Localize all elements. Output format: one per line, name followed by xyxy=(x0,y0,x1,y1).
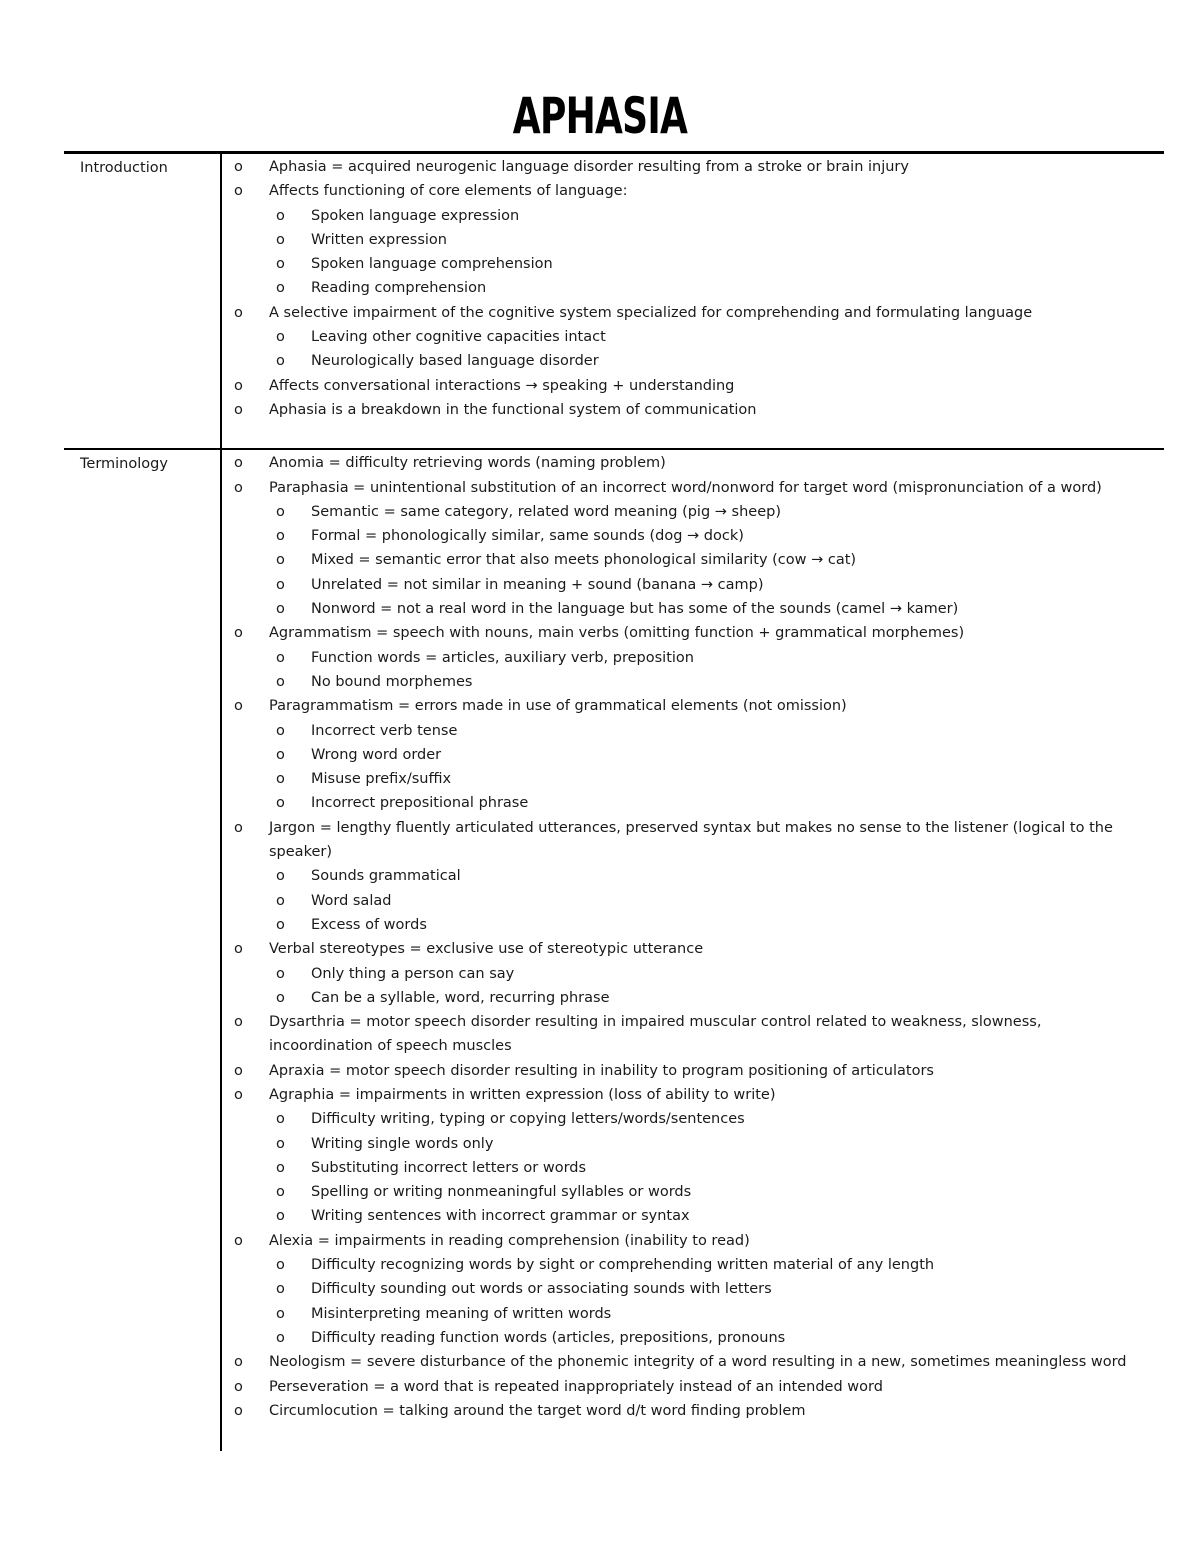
bullet-item xyxy=(222,1229,1164,1253)
bullet-marker-icon: o xyxy=(276,1159,285,1176)
bullet-text: Sounds grammatical xyxy=(311,868,461,885)
bullet-text: Jargon = lengthy fluently articulated utterances, preserved syntax but makes no sense to the listener (logical to the speaker) xyxy=(269,819,1113,861)
bullet-marker-icon: o xyxy=(276,1281,285,1298)
sub-bullet-item xyxy=(222,1132,1164,1156)
bullet-text: Difficulty reading function words (articles, prepositions, pronouns xyxy=(311,1329,786,1346)
section-introduction xyxy=(64,151,1164,448)
sub-bullet-item xyxy=(222,889,1164,913)
notes-table xyxy=(64,151,1164,1451)
sub-bullet-item xyxy=(222,228,1164,252)
bullet-text: Difficulty writing, typing or copying letters/words/sentences xyxy=(311,1111,745,1128)
bullet-marker-icon: o xyxy=(234,479,243,496)
bullet-item xyxy=(222,694,1164,718)
bullet-item xyxy=(222,179,1164,203)
bullet-marker-icon: o xyxy=(276,576,285,593)
sub-bullet-item xyxy=(222,1156,1164,1180)
bullet-marker-icon: o xyxy=(234,183,243,200)
bullet-text: Can be a syllable, word, recurring phrase xyxy=(311,989,610,1006)
bullet-text: Reading comprehension xyxy=(311,280,487,297)
bullet-item xyxy=(222,1375,1164,1399)
sub-bullet-item xyxy=(222,204,1164,228)
bullet-text: Writing sentences with incorrect grammar or syntax xyxy=(311,1208,690,1225)
bullet-text: Neurologically based language disorder xyxy=(311,353,599,370)
bullet-marker-icon: o xyxy=(276,916,285,933)
section-body xyxy=(222,450,1164,1451)
bullet-text: Wrong word order xyxy=(311,746,442,763)
sub-bullet-item xyxy=(222,500,1164,524)
bullet-item xyxy=(222,374,1164,398)
bullet-item xyxy=(222,937,1164,961)
bullet-text: Aphasia = acquired neurogenic language disorder resulting from a stroke or brain injury xyxy=(269,159,909,175)
bullet-text: Incorrect verb tense xyxy=(311,722,458,739)
bullet-marker-icon: o xyxy=(276,231,285,248)
bullet-text: Nonword = not a real word in the language but has some of the sounds (camel → kamer) xyxy=(311,601,959,618)
bullet-marker-icon: o xyxy=(276,1208,285,1225)
bullet-marker-icon: o xyxy=(234,1232,243,1249)
bullet-text: Written expression xyxy=(311,231,447,248)
bullet-item xyxy=(222,301,1164,325)
bullet-item xyxy=(222,621,1164,645)
bullet-text: Paraphasia = unintentional substitution of an incorrect word/nonword for target word (mispronunciation of a word) xyxy=(269,479,1102,496)
bullet-text: Difficulty recognizing words by sight or comprehending written material of any length xyxy=(311,1257,935,1274)
bullet-text: Spoken language comprehension xyxy=(311,256,553,273)
sub-bullet-item xyxy=(222,913,1164,937)
bullet-text: Agraphia = impairments in written expression (loss of ability to write) xyxy=(269,1086,776,1103)
sub-bullet-item xyxy=(222,276,1164,300)
bullet-text: Circumlocution = talking around the target word d/t word finding problem xyxy=(269,1402,806,1419)
bullet-marker-icon: o xyxy=(276,1257,285,1274)
bullet-marker-icon: o xyxy=(276,207,285,224)
bullet-item xyxy=(222,816,1164,865)
sub-bullet-item xyxy=(222,646,1164,670)
sub-bullet-item xyxy=(222,986,1164,1010)
sub-bullet-item xyxy=(222,743,1164,767)
sub-bullet-item xyxy=(222,548,1164,572)
bullet-item xyxy=(222,1399,1164,1423)
bullet-marker-icon: o xyxy=(276,771,285,788)
bullet-marker-icon: o xyxy=(234,1378,243,1395)
bullet-text: Function words = articles, auxiliary verb, preposition xyxy=(311,649,694,666)
bullet-marker-icon: o xyxy=(234,401,243,418)
section-label: Terminology xyxy=(64,450,222,1451)
sub-bullet-item xyxy=(222,349,1164,373)
bullet-text: Writing single words only xyxy=(311,1135,494,1152)
bullet-text: A selective impairment of the cognitive system specialized for comprehending and formulating language xyxy=(269,304,1033,321)
bullet-marker-icon: o xyxy=(276,280,285,297)
bullet-marker-icon: o xyxy=(276,256,285,273)
sub-bullet-item xyxy=(222,252,1164,276)
bullet-text: Affects conversational interactions → speaking + understanding xyxy=(269,377,735,394)
bullet-marker-icon: o xyxy=(234,819,243,836)
bullet-text: Mixed = semantic error that also meets phonological similarity (cow → cat) xyxy=(311,552,857,569)
bullet-text: Misinterpreting meaning of written words xyxy=(311,1305,612,1322)
bullet-text: Dysarthria = motor speech disorder resulting in impaired muscular control related to weakness, slowness, incoordination of speech muscles xyxy=(269,1014,1042,1055)
sub-bullet-item xyxy=(222,1253,1164,1277)
bullet-item xyxy=(222,1350,1164,1374)
section-terminology xyxy=(64,448,1164,1451)
bullet-marker-icon: o xyxy=(234,377,243,394)
bullet-text: Leaving other cognitive capacities intact xyxy=(311,329,606,346)
sub-bullet-item xyxy=(222,1277,1164,1301)
bullet-text: Word salad xyxy=(311,892,392,909)
sub-bullet-item xyxy=(222,864,1164,888)
bullet-marker-icon: o xyxy=(234,698,243,715)
bullet-marker-icon: o xyxy=(234,1062,243,1079)
bullet-text: Semantic = same category, related word meaning (pig → sheep) xyxy=(311,503,781,520)
bullet-text: Affects functioning of core elements of language: xyxy=(269,183,628,200)
bullet-marker-icon: o xyxy=(234,1014,243,1031)
bullet-text: Misuse prefix/suffix xyxy=(311,771,452,788)
sub-bullet-item xyxy=(222,1204,1164,1228)
bullet-marker-icon: o xyxy=(276,965,285,982)
bullet-marker-icon: o xyxy=(276,1305,285,1322)
sub-bullet-item xyxy=(222,962,1164,986)
bullet-marker-icon: o xyxy=(276,1329,285,1346)
sub-bullet-item xyxy=(222,597,1164,621)
bullet-text: Agrammatism = speech with nouns, main verbs (omitting function + grammatical morphemes) xyxy=(269,625,965,642)
bullet-text: Verbal stereotypes = exclusive use of stereotypic utterance xyxy=(269,941,704,958)
sub-bullet-item xyxy=(222,1326,1164,1350)
bullet-text: Only thing a person can say xyxy=(311,965,515,982)
bullet-text: Spelling or writing nonmeaningful syllables or words xyxy=(311,1184,692,1201)
bullet-marker-icon: o xyxy=(276,1184,285,1201)
bullet-item xyxy=(222,398,1164,422)
bullet-text: Apraxia = motor speech disorder resulting in inability to program positioning of articulators xyxy=(269,1062,934,1079)
bullet-text: Spoken language expression xyxy=(311,207,520,224)
bullet-text: Alexia = impairments in reading comprehension (inability to read) xyxy=(269,1232,750,1249)
bullet-text: Excess of words xyxy=(311,916,427,933)
bullet-marker-icon: o xyxy=(234,1086,243,1103)
bullet-marker-icon: o xyxy=(276,1111,285,1128)
bullet-text: Difficulty sounding out words or associating sounds with letters xyxy=(311,1281,772,1298)
bullet-text: Aphasia is a breakdown in the functional system of communication xyxy=(269,401,757,418)
sub-bullet-item xyxy=(222,791,1164,815)
bullet-marker-icon: o xyxy=(276,503,285,520)
bullet-text: Paragrammatism = errors made in use of grammatical elements (not omission) xyxy=(269,698,847,715)
sub-bullet-item xyxy=(222,1302,1164,1326)
bullet-item xyxy=(222,451,1164,475)
bullet-marker-icon: o xyxy=(234,1354,243,1371)
bullet-text: Perseveration = a word that is repeated inappropriately instead of an intended word xyxy=(269,1378,883,1395)
bullet-marker-icon: o xyxy=(276,601,285,618)
bullet-marker-icon: o xyxy=(276,329,285,346)
sub-bullet-item xyxy=(222,670,1164,694)
bullet-marker-icon: o xyxy=(276,673,285,690)
bullet-marker-icon: o xyxy=(276,649,285,666)
bullet-text: Unrelated = not similar in meaning + sound (banana → camp) xyxy=(311,576,764,593)
section-body xyxy=(222,154,1164,448)
bullet-text: Incorrect prepositional phrase xyxy=(311,795,529,812)
sub-bullet-item xyxy=(222,719,1164,743)
bullet-text: Anomia = difficulty retrieving words (naming problem) xyxy=(269,455,666,472)
bullet-text: No bound morphemes xyxy=(311,673,473,690)
bullet-marker-icon: o xyxy=(234,455,243,472)
bullet-marker-icon: o xyxy=(276,552,285,569)
bullet-item xyxy=(222,155,1164,179)
bullet-text: Formal = phonologically similar, same sounds (dog → dock) xyxy=(311,528,744,545)
sub-bullet-item xyxy=(222,767,1164,791)
bullet-item xyxy=(222,1010,1164,1059)
bullet-marker-icon: o xyxy=(276,868,285,885)
sub-bullet-item xyxy=(222,325,1164,349)
bullet-marker-icon: o xyxy=(234,159,243,175)
bullet-marker-icon: o xyxy=(276,528,285,545)
bullet-marker-icon: o xyxy=(276,1135,285,1152)
bullet-item xyxy=(222,476,1164,500)
bullet-marker-icon: o xyxy=(234,304,243,321)
sub-bullet-item xyxy=(222,524,1164,548)
bullet-marker-icon: o xyxy=(276,989,285,1006)
bullet-marker-icon: o xyxy=(276,892,285,909)
page-title: APHASIA xyxy=(512,87,688,145)
bullet-marker-icon: o xyxy=(234,1402,243,1419)
bullet-item xyxy=(222,1059,1164,1083)
sub-bullet-item xyxy=(222,573,1164,597)
bullet-marker-icon: o xyxy=(276,746,285,763)
sub-bullet-item xyxy=(222,1180,1164,1204)
bullet-marker-icon: o xyxy=(276,353,285,370)
bullet-marker-icon: o xyxy=(234,625,243,642)
bullet-marker-icon: o xyxy=(234,941,243,958)
bullet-item xyxy=(222,1083,1164,1107)
bullet-marker-icon: o xyxy=(276,722,285,739)
section-label: Introduction xyxy=(64,154,222,448)
sub-bullet-item xyxy=(222,1107,1164,1131)
bullet-marker-icon: o xyxy=(276,795,285,812)
bullet-text: Substituting incorrect letters or words xyxy=(311,1159,587,1176)
bullet-text: Neologism = severe disturbance of the phonemic integrity of a word resulting in a new, sometimes meaningless word xyxy=(269,1354,1127,1371)
